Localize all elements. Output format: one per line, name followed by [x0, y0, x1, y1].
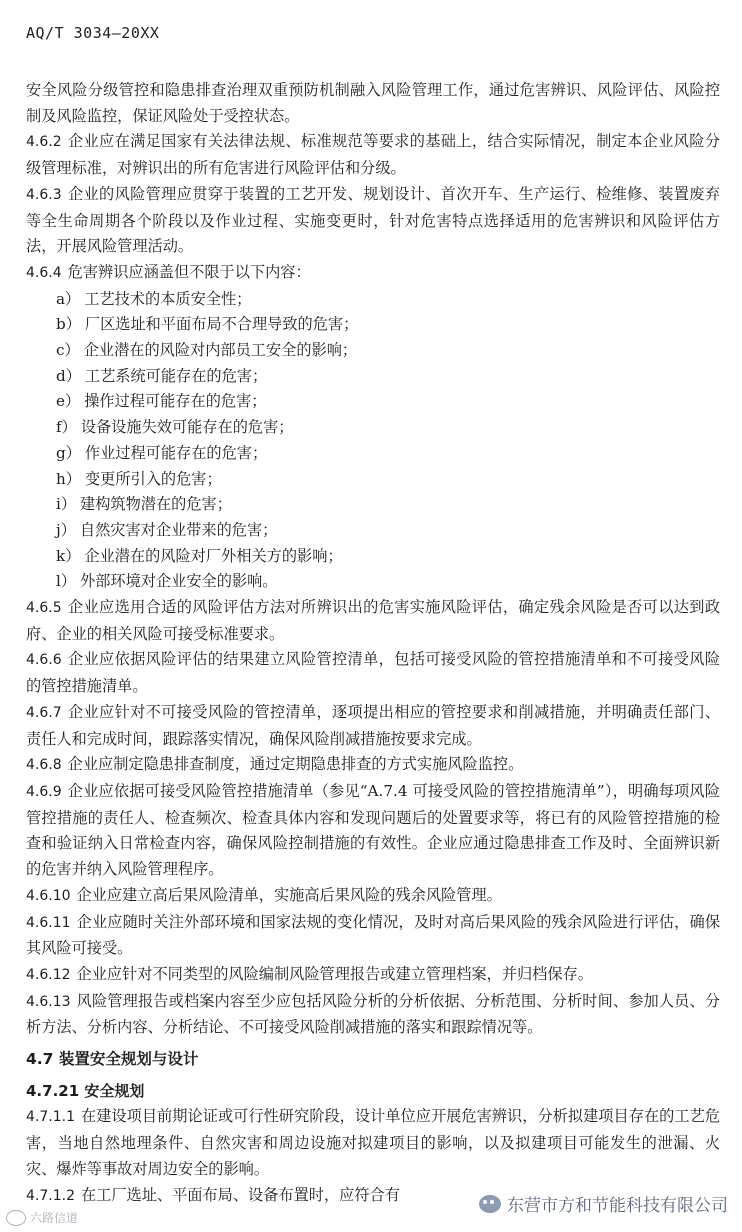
clause-paragraph: [26, 1104, 720, 1182]
clause-paragraph: [26, 78, 720, 129]
list-marker: h）: [56, 469, 81, 488]
list-marker: e）: [56, 392, 81, 411]
clause-number: 4.7.1.1: [26, 1109, 75, 1126]
clause-number: 4.7.1.2: [26, 1187, 75, 1204]
list-item: [26, 544, 720, 570]
list-item-text: 自然灾害对企业带来的危害；: [79, 520, 278, 539]
list-item-text: 变更所引入的危害；: [84, 469, 222, 488]
list-item-text: 建构筑物潜在的危害；: [80, 495, 232, 514]
clause-text: 危害辨识应涵盖但不限于以下内容：: [67, 262, 311, 281]
clause-paragraph: [26, 260, 720, 287]
clause-text: 企业应随时关注外部环境和国家法规的变化情况，及时对高后果风险的残余风险进行评估，确保其风险可接受。: [26, 912, 720, 958]
clause-paragraph: [26, 129, 720, 181]
clause-text: 企业应建立高后果风险清单，实施高后果风险的残余风险管理。: [76, 885, 502, 904]
clause-paragraph: [26, 182, 720, 260]
paragraph-group-a: [26, 78, 720, 287]
list-item: [26, 518, 720, 544]
paragraph-group-b: [26, 595, 720, 1041]
list-marker: j）: [56, 520, 76, 539]
clause-text: 在建设项目前期论证或可行性研究阶段，设计单位应开展危害辨识，分析拟建项目存在的工艺危害，当地自然地理条件、自然灾害和周边设施对拟建项目的影响，以及拟建项目可能发生的泄漏、火灾、爆炸等事故对周边安全的影响。: [26, 1107, 720, 1178]
clause-number: 4.6.10: [26, 887, 71, 904]
clause-paragraph: [26, 752, 720, 779]
watermark-left: [6, 1209, 78, 1226]
document-body: [26, 78, 720, 1209]
clause-number: 4.6.9: [26, 783, 62, 800]
list-marker: g）: [56, 443, 81, 462]
clause-number: 4.6.7: [26, 704, 62, 721]
clause-text: 企业应制定隐患排查制度，通过定期隐患排查的方式实施风险监控。: [67, 755, 524, 774]
list-item: [26, 287, 720, 313]
clause-paragraph: [26, 595, 720, 647]
clause-number: 4.6.12: [26, 966, 71, 983]
list-marker: d）: [56, 366, 81, 385]
list-item-text: 工艺系统可能存在的危害；: [84, 366, 268, 385]
list-marker: f）: [56, 418, 77, 437]
wechat-icon: [479, 1195, 501, 1213]
watermark-right-text: 东营市方和节能科技有限公司: [507, 1196, 728, 1216]
clause-text: 在工厂选址、平面布局、设备布置时，应符合有: [80, 1185, 400, 1204]
clause-text: 企业应针对不同类型的风险编制风险管理报告或建立管理档案，并归档保存。: [76, 964, 593, 983]
list-item: [26, 492, 720, 518]
watermark-logo-icon: [6, 1210, 26, 1226]
clause-paragraph: [26, 989, 720, 1041]
list-item-text: 工艺技术的本质安全性；: [84, 289, 252, 308]
list-marker: b）: [56, 315, 81, 334]
clause-text: 风险管理报告或档案内容至少应包括风险分析的分析依据、分析范围、分析时间、参加人员、分析方法、分析内容、分析结论、不可接受风险削减措施的落实和跟踪情况等。: [26, 991, 720, 1037]
list-item: [26, 389, 720, 415]
list-item-text: 设备设施失效可能存在的危害；: [80, 418, 294, 437]
list-item-text: 外部环境对企业安全的影响。: [80, 572, 278, 591]
clause-text: 企业应依据风险评估的结果建立风险管控清单，包括可接受风险的管控措施清单和不可接受风险的管控措施清单。: [26, 650, 720, 696]
clause-text: 企业应在满足国家有关法律法规、标准规范等要求的基础上，结合实际情况，制定本企业风险分级管理标准，对辨识出的所有危害进行风险评估和分级。: [26, 132, 720, 178]
subsection-title: 4.7.21 安全规划: [26, 1081, 145, 1100]
clause-text: 企业应依据可接受风险管控措施清单（参见“A.7.4 可接受风险的管控措施清单”），明确每项风险管控措施的责任人、检查频次、检查具体内容和发现问题后的处置要求等，将已有的风险管控措施的检查和验证纳入日常检查内容，确保风险控制措施的有效性。企业应通过隐患排查工作及时、全面辨识新的危害并纳入风险管理程序。: [26, 781, 720, 879]
clause-text: 企业应选用合适的风险评估方法对所辨识出的危害实施风险评估，确定残余风险是否可以达到政府、企业的相关风险可接受标准要求。: [26, 598, 720, 643]
list-item-text: 企业潜在的风险对内部员工安全的影响；: [83, 341, 358, 360]
clause-paragraph: [26, 883, 720, 910]
clause-paragraph: [26, 700, 720, 752]
clause-paragraph: [26, 910, 720, 962]
section-title: 4.7 装置安全规划与设计: [26, 1050, 199, 1069]
watermark-left-text: 六路信道: [30, 1211, 79, 1225]
document-code: AQ/T 3034—20XX: [26, 24, 160, 42]
list-item-text: 厂区选址和平面布局不合理导致的危害；: [84, 315, 359, 334]
list-item: [26, 415, 720, 441]
clause-paragraph: [26, 962, 720, 989]
clause-number: 4.6.11: [26, 914, 71, 931]
list-marker: i）: [56, 495, 77, 514]
clause-number: 4.6.3: [26, 186, 62, 203]
clause-number: 4.6.6: [26, 652, 62, 669]
clause-text: 安全风险分级管控和隐患排查治理双重预防机制融入风险管理工作，通过危害辨识、风险评估、风险控制及风险监控，保证风险处于受控状态。: [26, 81, 720, 125]
clause-paragraph: [26, 647, 720, 699]
list-item: [26, 569, 720, 595]
clause-number: 4.6.13: [26, 993, 71, 1010]
list-item: [26, 467, 720, 493]
watermark-right: [479, 1191, 728, 1216]
clause-number: 4.6.8: [26, 757, 62, 774]
list-item: [26, 312, 720, 338]
list-marker: l）: [56, 572, 77, 591]
list-item: [26, 338, 720, 364]
list-item: [26, 364, 720, 390]
clause-text: 企业应针对不可接受风险的管控清单，逐项提出相应的管控要求和削减措施，并明确责任部门、责任人和完成时间，跟踪落实情况，确保风险削减措施按要求完成。: [26, 702, 720, 748]
list-item-text: 作业过程可能存在的危害；: [84, 443, 268, 462]
list-item-text: 企业潜在的风险对厂外相关方的影响；: [84, 546, 343, 565]
list-marker: c）: [56, 341, 80, 360]
clause-paragraph: [26, 779, 720, 883]
clause-number: 4.6.2: [26, 134, 62, 151]
list-item-text: 操作过程可能存在的危害；: [84, 392, 267, 411]
list-marker: a）: [56, 289, 81, 308]
clause-number: 4.6.4: [26, 264, 62, 281]
list-marker: k）: [56, 546, 81, 565]
clause-number: 4.6.5: [26, 600, 62, 617]
hazard-list: [26, 287, 720, 595]
list-item: [26, 441, 720, 467]
clause-text: 企业的风险管理应贯穿于装置的工艺开发、规划设计、首次开车、生产运行、检维修、装置废弃等全生命周期各个阶段以及作业过程、实施变更时，针对危害特点选择适用的危害辨识和风险评估方法，开展风险管理活动。: [26, 184, 720, 256]
